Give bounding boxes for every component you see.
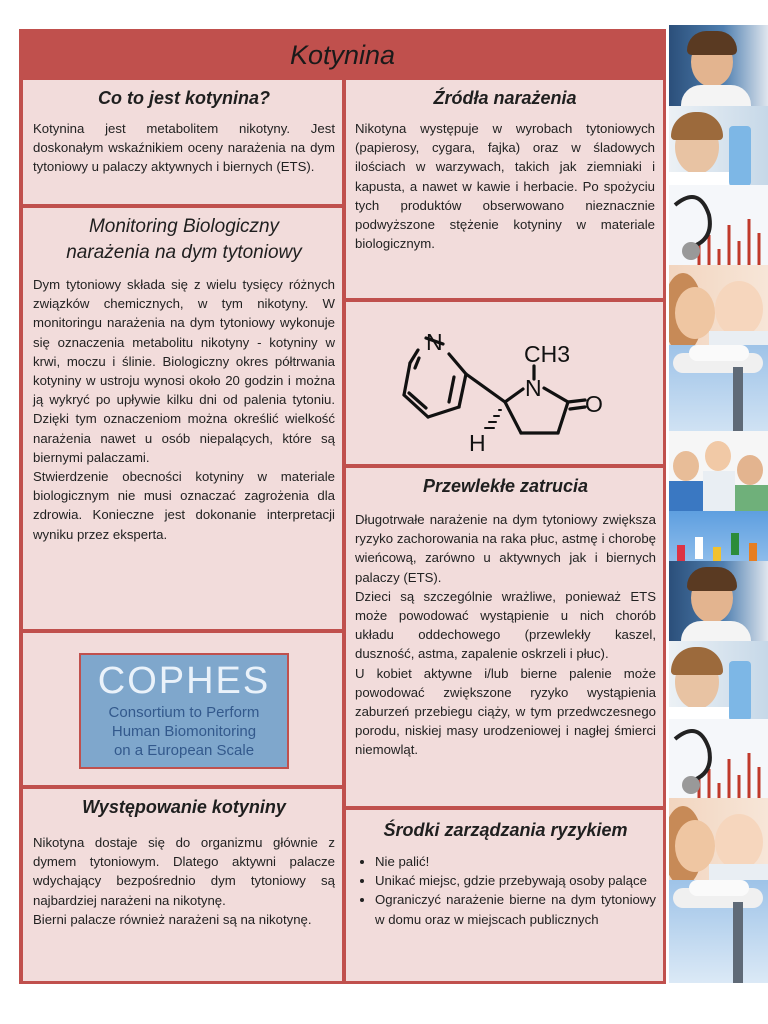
logo-word: COPHES (97, 660, 271, 702)
monitoring-para1: Dym tytoniowy składa się z wielu tysięcy różnych związków chemicznych, w tym nikotyny. W monitoringu narażenia na dym tytoniowy wykonuje się oznaczenia metabolitu nikotyny - kotyniny w krwi, moczu i ślinie. Biologiczny okres półtrwania kotyniny w ustroju wynosi około 20 godzin i można ją wykryć po upływie kilku dni od palenia tytoniu. Dzięki tym oznaczeniom można określić wielkość narażenia nawet u osób niepalących, które są biernymi palaczami. (33, 277, 335, 465)
logo-line3: on a European Scale (113, 742, 255, 759)
what-heading: Co to jest kotynina? (97, 88, 270, 108)
occurrence-heading: Występowanie kotyniny (82, 797, 286, 817)
risk-item: • Unikać miejsc, gdzie przebywają osoby palące (375, 871, 656, 890)
atom-o: O (585, 391, 603, 417)
monitoring-heading-line2: narażenia na dym tytoniowy (66, 242, 302, 263)
what-text: Kotynina jest metabolitem nikotyny. Jest doskonałym wskaźnikiem oceny narażenia na dym tytoniowy u palaczy aktywnych i biernych (ETS). (33, 121, 335, 175)
chimney-smoke-photo (669, 880, 768, 983)
sources-text: Nikotyna występuje w wyrobach tytoniowych (papierosy, cygara, fajka) oraz w śladowych ilościach w warzywach, takich jak ziemniaki i kapusta, a nawet w kawie i herbacie. Po spożyciu tych produktów obserwowano nieznacznie podwyższone stężenie kotyniny w materiale biologicznym. (355, 121, 655, 252)
page-title: Kotynina (289, 40, 396, 70)
monitoring-heading (33, 214, 335, 266)
logo-line1: Consortium to Perform (108, 704, 260, 721)
cotinine-structure-diagram (346, 302, 663, 464)
cophes-logo (79, 653, 289, 769)
sources-heading: Źródła narażenia (433, 88, 577, 108)
sources-panel (346, 80, 663, 298)
monitoring-heading-line1: Monitoring Biologiczny (88, 216, 280, 237)
risk-management-panel (346, 810, 663, 981)
occurrence-panel (23, 789, 342, 981)
atom-n-amide: N (525, 375, 542, 401)
risk-heading: Środki zarządzania ryzykiem (383, 820, 628, 840)
atom-h: H (469, 430, 486, 456)
monitoring-panel (23, 208, 342, 629)
risk-item: • Ograniczyć narażenie bierne na dym tytoniowy w domu oraz w miejscach publicznych (375, 890, 656, 928)
risk-bullets (355, 852, 656, 929)
occurrence-para2: Bierni palacze również narażeni są na nikotynę. (33, 911, 312, 927)
chronic-heading: Przewlekłe zatrucia (422, 476, 589, 496)
logo-line2: Human Biomonitoring (111, 723, 257, 740)
risk-item: • Nie palić! (375, 852, 656, 871)
atom-ch3: CH3 (524, 341, 571, 367)
chronic-para1: Długotrwałe narażenie na dym tytoniowy zwiększa ryzyko zachorowania na raka płuc, astmę i chorobę wieńcową, zarówno u aktywnych jak i biernych palaczy (ETS). (355, 512, 656, 585)
logo-panel (23, 633, 342, 785)
chronic-poisoning-panel (346, 468, 663, 806)
chronic-para2: Dzieci są szczególnie wrażliwe, ponieważ ETS może powodować wystąpienie u nich chorób układu oddechowego (przewlekły kaszel, duszność, astma, zapalenie oskrzeli i płuc). (355, 588, 656, 662)
occurrence-text (33, 833, 335, 929)
atom-n-ring: N (426, 329, 443, 355)
monitoring-para2: Stwierdzenie obecności kotyniny w materiale biologicznym nie musi oznaczać zagrożenia dla zdrowia. Konieczne jest dokonanie interpretacji wyniku przez eksperta. (33, 469, 335, 542)
what-is-cotinine-panel (23, 80, 342, 204)
chronic-text (355, 510, 656, 760)
side-photo-strip (669, 25, 768, 983)
occurrence-para1: Nikotyna dostaje się do organizmu głównie z dymem tytoniowym. Dlatego aktywni palacze wdychający bezpośrednio dym tytoniowy są najbardziej narażeni na nikotynę. (33, 835, 335, 908)
cotinine-structure-panel (346, 302, 663, 464)
risk-list (355, 852, 656, 929)
chronic-para3: U kobiet aktywne i/lub bierne palenie może powodować zwiększone ryzyko wystąpienia zaburzeń przebiegu ciąży, w tym przedwczesnego porodu, niskiej masy urodzeniowej i nagłej śmierci niemowląt. (355, 665, 656, 758)
monitoring-text (33, 275, 335, 544)
